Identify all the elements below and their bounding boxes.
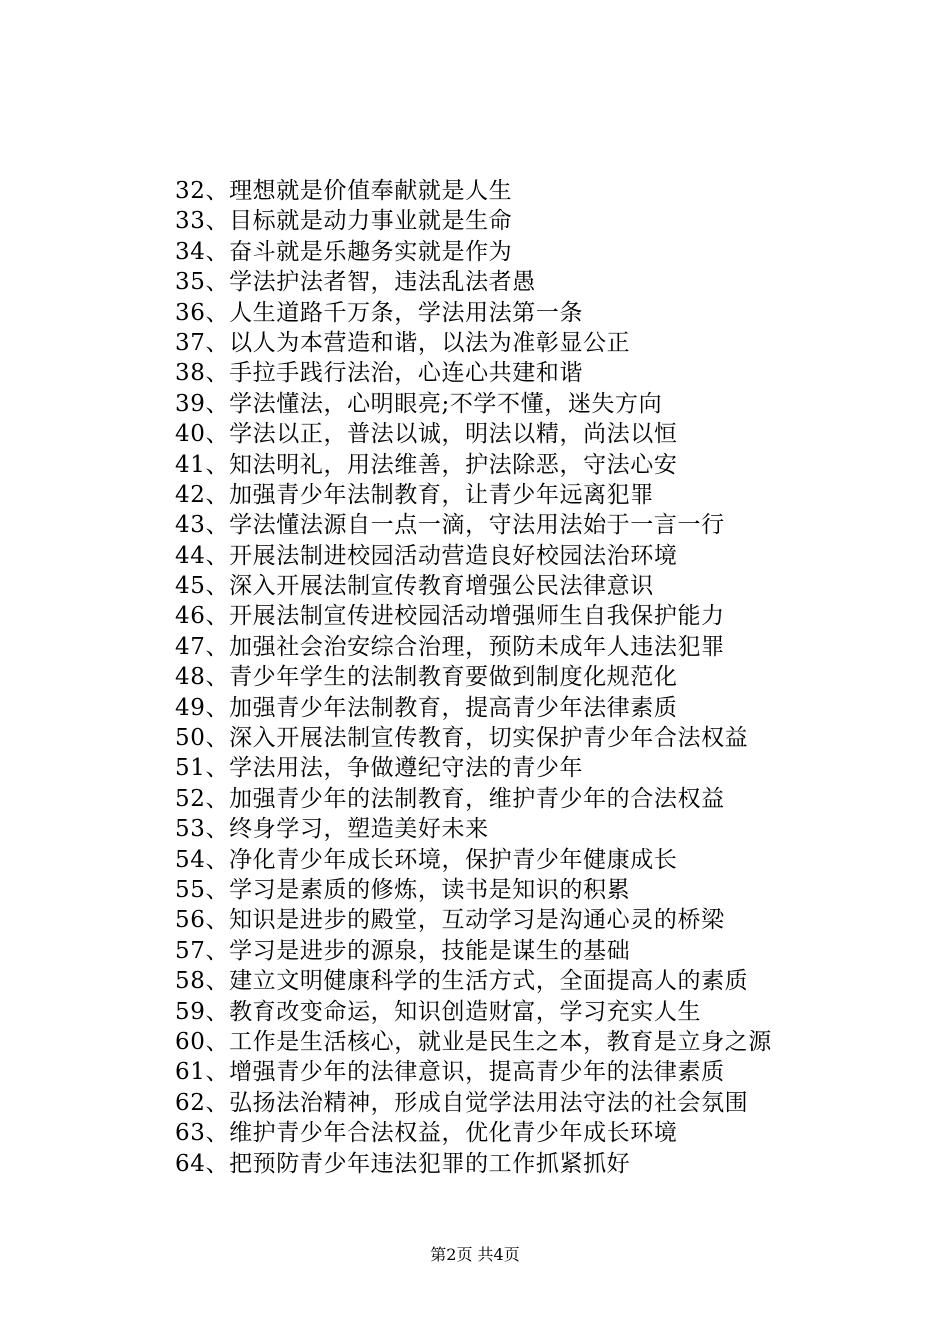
slogan-line: 58、建立文明健康科学的生活方式，全面提高人的素质 [175, 968, 749, 995]
slogan-line: 51、学法用法，争做遵纪守法的青少年 [175, 755, 584, 782]
page-footer: 第2页 共4页 [430, 1245, 520, 1264]
slogan-line: 53、终身学习，塑造美好未来 [175, 816, 489, 843]
slogan-line: 40、学法以正，普法以诚，明法以精，尚法以恒 [175, 421, 678, 448]
slogan-line: 41、知法明礼，用法维善，护法除恶，守法心安 [175, 451, 678, 478]
slogan-line: 64、把预防青少年违法犯罪的工作抓紧抓好 [175, 1150, 631, 1177]
slogan-line: 63、维护青少年合法权益，优化青少年成长环境 [175, 1120, 678, 1147]
slogan-line: 49、加强青少年法制教育，提高青少年法律素质 [175, 694, 678, 721]
slogan-line: 48、青少年学生的法制教育要做到制度化规范化 [175, 664, 678, 691]
slogan-line: 60、工作是生活核心，就业是民生之本，教育是立身之源 [175, 1028, 772, 1055]
slogan-line: 37、以人为本营造和谐，以法为准彰显公正 [175, 329, 631, 356]
slogan-list [175, 176, 875, 1179]
slogan-line: 43、学法懂法源自一点一滴，守法用法始于一言一行 [175, 512, 725, 539]
slogan-line: 44、开展法制进校园活动营造良好校园法治环境 [175, 542, 678, 569]
slogan-line: 32、理想就是价值奉献就是人生 [175, 178, 513, 204]
slogan-line: 46、开展法制宣传进校园活动增强师生自我保护能力 [175, 603, 725, 630]
slogan-line: 39、学法懂法，心明眼亮;不学不懂，迷失方向 [175, 390, 663, 417]
slogan-line: 59、教育改变命运，知识创造财富，学习充实人生 [175, 998, 702, 1025]
slogan-line: 42、加强青少年法制教育，让青少年远离犯罪 [175, 481, 654, 508]
slogan-line: 62、弘扬法治精神，形成自觉学法用法守法的社会氛围 [175, 1089, 749, 1116]
slogan-line: 57、学习是进步的源泉，技能是谋生的基础 [175, 937, 631, 964]
slogan-line: 34、奋斗就是乐趣务实就是作为 [175, 238, 513, 265]
slogan-line: 56、知识是进步的殿堂，互动学习是沟通心灵的桥梁 [175, 907, 725, 934]
slogan-line: 33、目标就是动力事业就是生命 [175, 208, 513, 235]
slogan-line: 50、深入开展法制宣传教育，切实保护青少年合法权益 [175, 725, 749, 752]
slogan-line: 61、增强青少年的法律意识，提高青少年的法律素质 [175, 1059, 725, 1086]
slogan-line: 54、净化青少年成长环境，保护青少年健康成长 [175, 846, 678, 873]
slogan-line: 36、人生道路千万条，学法用法第一条 [175, 299, 584, 326]
slogan-line: 38、手拉手践行法治，心连心共建和谐 [175, 360, 584, 387]
slogan-line: 55、学习是素质的修炼，读书是知识的积累 [175, 876, 631, 903]
slogan-line: 52、加强青少年的法制教育，维护青少年的合法权益 [175, 785, 725, 812]
slogan-line: 45、深入开展法制宣传教育增强公民法律意识 [175, 573, 654, 600]
slogan-line: 47、加强社会治安综合治理，预防未成年人违法犯罪 [175, 633, 725, 660]
slogan-line: 35、学法护法者智，违法乱法者愚 [175, 269, 536, 296]
